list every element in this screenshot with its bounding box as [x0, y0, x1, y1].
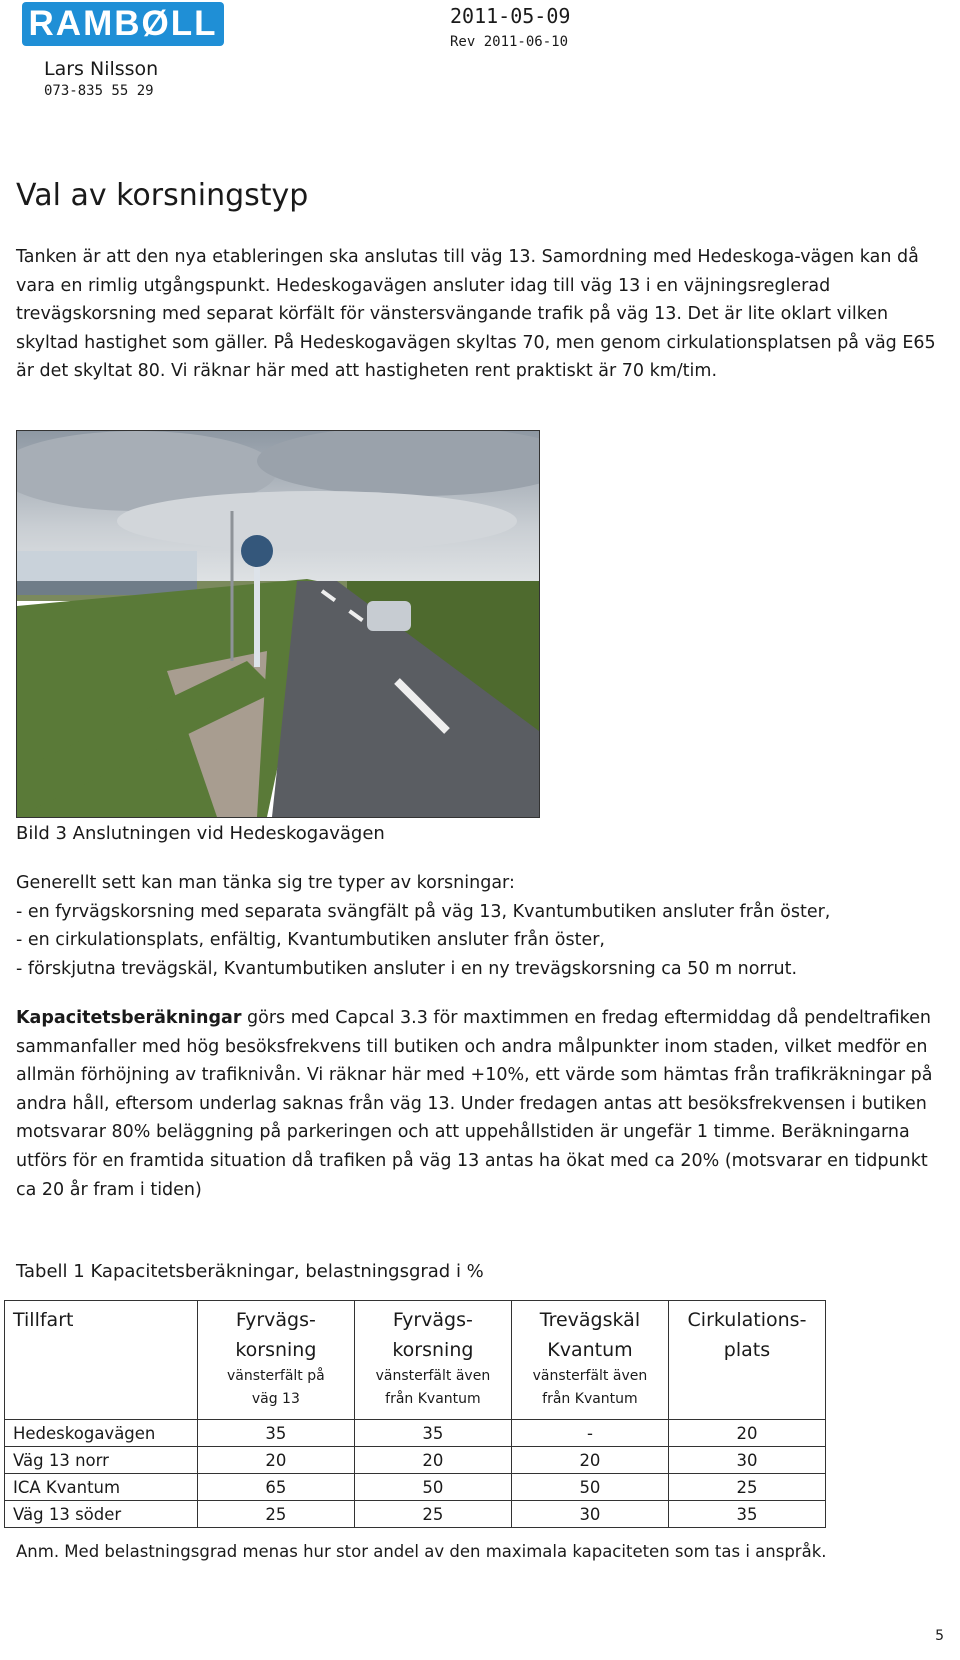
- list-item: - en cirkulationsplats, enfältig, Kvantumbutiken ansluter från öster,: [16, 930, 605, 951]
- table-cell: ICA Kvantum: [5, 1474, 198, 1501]
- revision-date: Rev 2011-06-10: [450, 34, 569, 50]
- table-cell: 35: [668, 1501, 825, 1528]
- table-row: [5, 1447, 826, 1474]
- intro-paragraph: Tanken är att den nya etableringen ska anslutas till väg 13. Samordning med Hedeskoga-vägen kan då vara en rimlig utgångspunkt. Hedeskogavägen ansluter idag till väg 13 i en väjningsreglerad trevägskorsning med separat körfält för vänstersvängande trafik på väg 13. Det är lite oklart vilken skyltad hastighet som gäller. På Hedeskogavägen skyltas 70, men genom cirkulationsplatsen på väg E65 är det skyltat 80. Vi räknar här med att hastigheten rent praktiskt är 70 km/tim.: [16, 247, 936, 382]
- document-date: 2011-05-09: [450, 4, 571, 28]
- table-caption: Tabell 1 Kapacitetsberäkningar, belastningsgrad i %: [16, 1261, 484, 1282]
- table-note: Anm. Med belastningsgrad menas hur stor andel av den maximala kapaciteten som tas i anspråk.: [16, 1542, 827, 1561]
- capacity-table: [4, 1300, 826, 1528]
- table-cell: 25: [668, 1474, 825, 1501]
- ramboll-logo: RAMBØLL: [22, 2, 224, 46]
- table-cell: 50: [511, 1474, 668, 1501]
- section-title: Val av korsningstyp: [16, 178, 309, 213]
- road-photo: [16, 430, 540, 818]
- capacity-text: görs med Capcal 3.3 för maxtimmen en fredag eftermiddag då pendeltrafiken sammanfaller med hög besöksfrekvens till butiken och andra målpunkter inom staden, vilket medför en allmän förhöjning av trafiknivån. Vi räknar här med +10%, ett värde som hämtas från trafikräkningar på andra håll, eftersom underlag saknas från väg 13. Under fredagen antas att besöksfrekvensen i butiken motsvarar 80% beläggning på parkeringen och att uppehållstiden är ungefär 1 timme. Beräkningarna utförs för en framtida situation då trafiken på väg 13 antas ha ökat med ca 20% (motsvarar en tidpunkt ca 20 år fram i tiden): [16, 1008, 933, 1200]
- table-row: [5, 1501, 826, 1528]
- table-cell: 20: [668, 1420, 825, 1447]
- table-cell: Väg 13 söder: [5, 1501, 198, 1528]
- table-cell: -: [511, 1420, 668, 1447]
- list-item: - en fyrvägskorsning med separata svängfält på väg 13, Kvantumbutiken ansluter från öster,: [16, 901, 831, 922]
- header-trevagskal: Trevägskäl Kvantum vänsterfält även från Kvantum: [511, 1301, 668, 1420]
- table-row: [5, 1474, 826, 1501]
- table-header-row: [5, 1301, 826, 1420]
- table-cell: 20: [511, 1447, 668, 1474]
- author-name: Lars Nilsson: [44, 58, 159, 80]
- table-cell: Hedeskogavägen: [5, 1420, 198, 1447]
- table-cell: 20: [197, 1447, 354, 1474]
- header-cirkulation: Cirkulations- plats: [668, 1301, 825, 1420]
- capacity-heading: Kapacitetsberäkningar: [16, 1008, 242, 1028]
- crossing-types-list: [16, 869, 946, 983]
- list-intro: Generellt sett kan man tänka sig tre typer av korsningar:: [16, 873, 515, 893]
- table-cell: 25: [197, 1501, 354, 1528]
- author-phone: 073-835 55 29: [44, 83, 154, 99]
- table-cell: 35: [354, 1420, 511, 1447]
- table-cell: 30: [668, 1447, 825, 1474]
- table-row: [5, 1420, 826, 1447]
- header-fyrvag-2: Fyrvägs- korsning vänsterfält även från Kvantum: [354, 1301, 511, 1420]
- road-photo-image: [17, 431, 539, 817]
- table-cell: 20: [354, 1447, 511, 1474]
- table-cell: 30: [511, 1501, 668, 1528]
- page-number: 5: [935, 1628, 944, 1644]
- header-tillfart: Tillfart: [5, 1301, 198, 1420]
- table-cell: 50: [354, 1474, 511, 1501]
- table-cell: 25: [354, 1501, 511, 1528]
- table-cell: 65: [197, 1474, 354, 1501]
- header-fyrvag-1: Fyrvägs- korsning vänsterfält på väg 13: [197, 1301, 354, 1420]
- photo-caption: Bild 3 Anslutningen vid Hedeskogavägen: [16, 823, 385, 844]
- list-item: - förskjutna trevägskäl, Kvantumbutiken ansluter i en ny trevägskorsning ca 50 m norrut.: [16, 958, 798, 979]
- table-cell: 35: [197, 1420, 354, 1447]
- table-cell: Väg 13 norr: [5, 1447, 198, 1474]
- capacity-paragraph: [16, 1004, 946, 1204]
